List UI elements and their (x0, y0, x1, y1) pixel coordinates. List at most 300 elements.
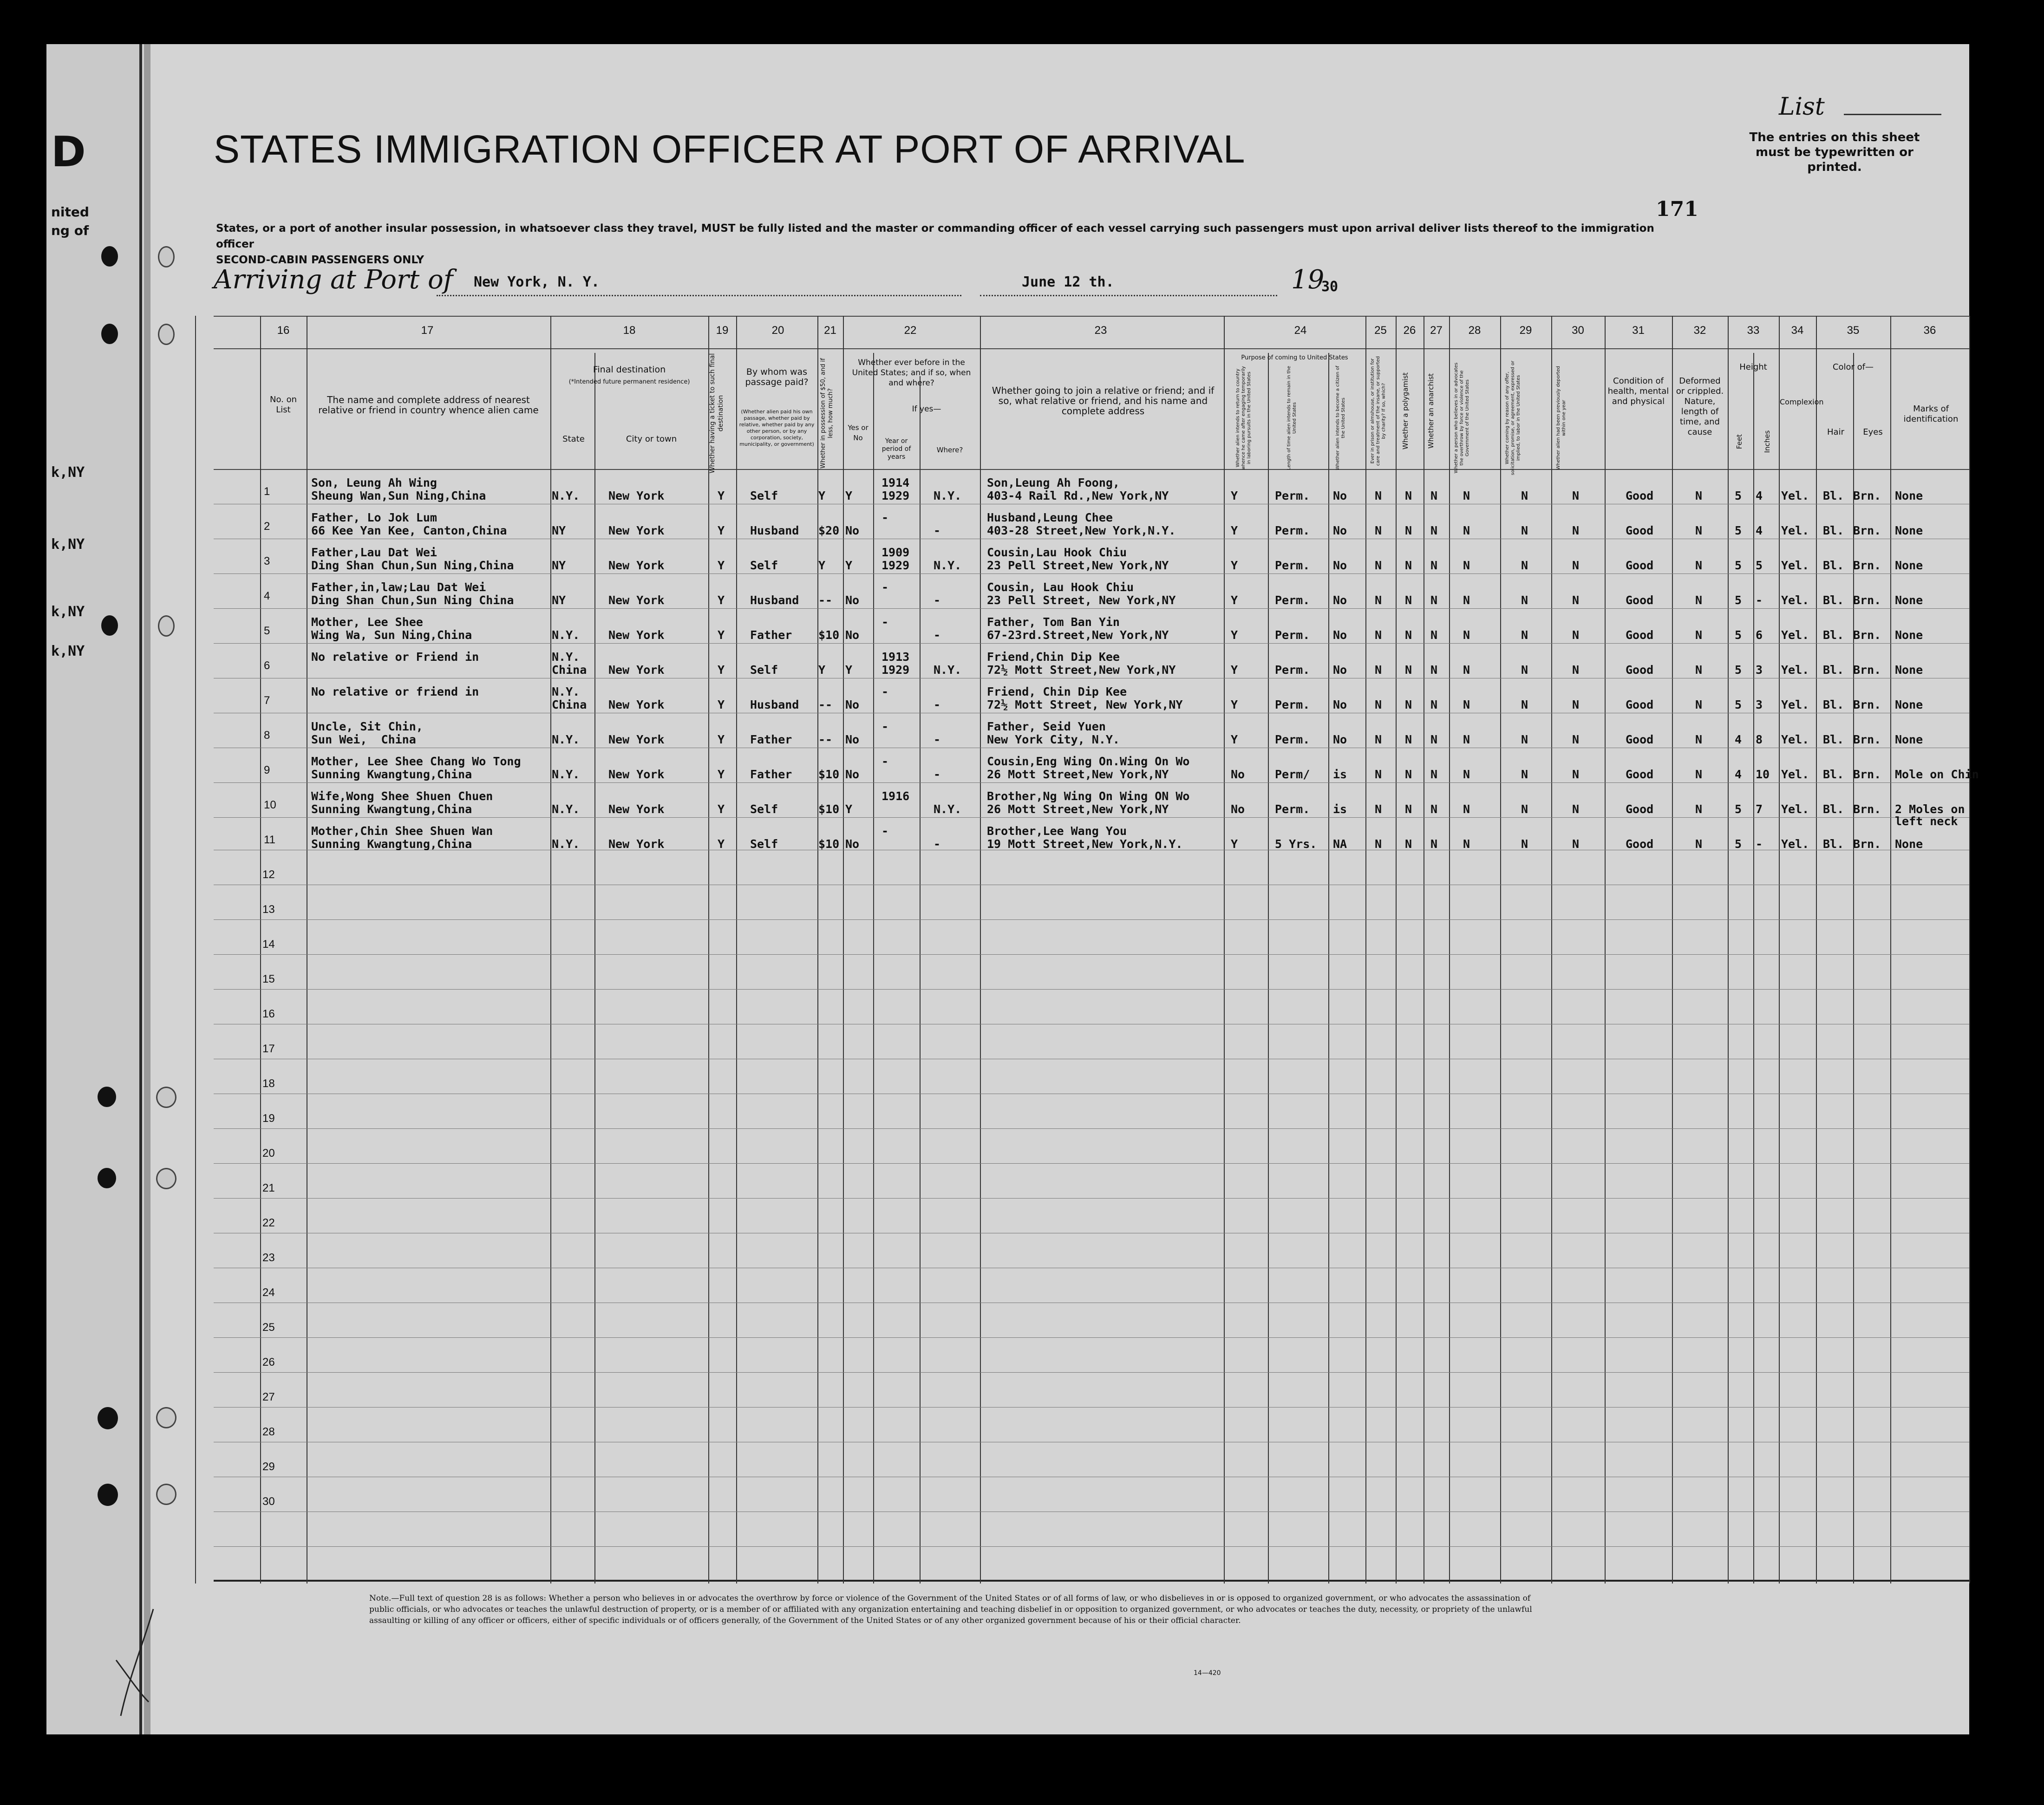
complexion-value: Yel. (1781, 768, 1809, 781)
header-q29: Whether coming by reason of any offer, solicitation, promise, or agreement, expressed or implied, to labor in the United States (1505, 360, 1521, 476)
punch-hole (158, 246, 175, 267)
deformed-value: N (1695, 559, 1703, 572)
list-number-line (1844, 114, 1941, 115)
ticket-value: Y (718, 802, 725, 816)
money-value: -- (818, 698, 833, 711)
money-value: Y (818, 559, 826, 572)
punch-hole (101, 324, 118, 344)
header-purpose-citizen: Whether alien intends to become a citizen of the United States (1335, 365, 1346, 470)
relative-line-1: Father, Lo Jok Lum (311, 511, 437, 524)
state-line-1: N.Y. (552, 685, 580, 698)
state-value: N.Y. (552, 489, 580, 502)
join-relative-line-2: 403-28 Street,New York,N.Y. (987, 524, 1176, 537)
height-inches-value: 7 (1756, 802, 1763, 816)
form-number: 14—420 (1194, 1669, 1221, 1677)
intends-return-value: Y (1231, 489, 1238, 502)
relative-line-2: Sunning Kwangtung,China (311, 768, 472, 781)
city-value: New York (608, 663, 665, 677)
relative-line-1: Father,in,law;Lau Dat Wei (311, 580, 486, 594)
list-label: List (1779, 93, 1825, 121)
punch-hole (101, 246, 118, 267)
ever-before-value: Y (845, 663, 853, 677)
row-number: 15 (262, 973, 275, 985)
row-number: 30 (262, 1495, 275, 1508)
relative-line-2: Sun Wei, China (311, 733, 416, 746)
header-money: Whether in possession of $50, and if less, how much? (820, 358, 834, 469)
city-value: New York (608, 837, 665, 851)
height-inches-value: 3 (1756, 663, 1763, 677)
sheet-number: 171 (1656, 197, 1698, 221)
height-feet-value: 4 (1735, 768, 1742, 781)
hair-value: Bl. (1823, 559, 1844, 572)
citizen-intent-value: is (1333, 768, 1347, 781)
punch-hole (98, 1168, 116, 1188)
row-rule (214, 1337, 1969, 1338)
rule (214, 469, 1969, 470)
height-inches-value: - (1756, 593, 1763, 607)
complexion-value: Yel. (1781, 559, 1809, 572)
col-rule (1969, 316, 1970, 1583)
join-relative-line-2: 26 Mott Street,New York,NY (987, 802, 1169, 816)
row-number: 27 (262, 1391, 275, 1403)
row-number: 5 (264, 625, 270, 637)
instructions (216, 221, 1679, 268)
eyes-value: Brn. (1853, 768, 1881, 781)
eyes-value: Brn. (1853, 489, 1881, 502)
join-relative-line-2: 67-23rd.Street,New York,NY (987, 628, 1169, 642)
col-30-value: N (1572, 593, 1580, 607)
left-page-letter: D (51, 128, 86, 176)
hair-value: Bl. (1823, 628, 1844, 642)
col-25-value: N (1375, 489, 1382, 502)
col-30-value: N (1572, 837, 1580, 851)
join-relative-line-1: Friend, Chin Dip Kee (987, 685, 1127, 698)
row-number: 10 (264, 799, 276, 811)
left-page-fragment (46, 44, 142, 1734)
join-relative-line-1: Father, Seid Yuen (987, 720, 1106, 733)
where-value: - (934, 837, 941, 851)
header-purpose-return: Whether alien intends to return to country whence he came after engaging temporarily in laboring pursuits in the United States (1235, 366, 1252, 470)
hair-value: Bl. (1823, 802, 1844, 816)
deformed-value: N (1695, 802, 1703, 816)
health-value: Good (1626, 663, 1654, 677)
state-line-1: N.Y. (552, 650, 580, 664)
where-value: - (934, 628, 941, 642)
height-inches-value: 4 (1756, 489, 1763, 502)
date-value: June 12 th. (1022, 274, 1114, 290)
state-value: N.Y. (552, 628, 580, 642)
punch-hole (158, 324, 175, 345)
header-eyes: Eyes (1863, 427, 1883, 437)
col-28-value: N (1463, 837, 1470, 851)
col-28-value: N (1463, 768, 1470, 781)
header-purpose: Purpose of coming to United States (1241, 354, 1348, 361)
years-line-2: 1929 (882, 559, 910, 572)
header-ever-before: Whether ever before in the United States; and if so, when and where? (852, 358, 971, 388)
height-inches-value: 10 (1756, 768, 1770, 781)
col-rule (980, 316, 981, 1583)
col-27-value: N (1430, 663, 1438, 677)
row-number: 2 (264, 520, 270, 533)
eyes-value: Brn. (1853, 663, 1881, 677)
col-25-value: N (1375, 559, 1382, 572)
row-number: 7 (264, 694, 270, 707)
health-value: Good (1626, 524, 1654, 537)
where-value: - (934, 524, 941, 537)
relative-line-1: Father,Lau Dat Wei (311, 546, 437, 559)
complexion-value: Yel. (1781, 837, 1809, 851)
col-rule (1779, 316, 1780, 1583)
row-rule (214, 919, 1969, 920)
marks-value: None (1895, 524, 1923, 537)
money-value: -- (818, 733, 833, 746)
height-inches-value: 5 (1756, 559, 1763, 572)
col-25-value: N (1375, 698, 1382, 711)
complexion-value: Yel. (1781, 524, 1809, 537)
col-number: 22 (904, 324, 917, 337)
col-30-value: N (1572, 524, 1580, 537)
city-value: New York (608, 593, 665, 607)
eyes-value: Brn. (1853, 559, 1881, 572)
join-relative-line-2: 23 Pell Street,New York,NY (987, 559, 1169, 572)
ticket-value: Y (718, 628, 725, 642)
ever-before-value: No (845, 698, 860, 711)
city-value: New York (608, 524, 665, 537)
row-number: 3 (264, 555, 270, 567)
col-25-value: N (1375, 628, 1382, 642)
passage-paid-value: Self (750, 663, 778, 677)
city-value: New York (608, 733, 665, 746)
row-rule (214, 573, 1969, 574)
row-number: 17 (262, 1043, 275, 1055)
col-29-value: N (1521, 559, 1528, 572)
col-rule (1396, 316, 1397, 1583)
col-29-value: N (1521, 768, 1528, 781)
col-28-value: N (1463, 628, 1470, 642)
col-29-value: N (1521, 593, 1528, 607)
col-rule (1268, 353, 1269, 1583)
where-value: N.Y. (934, 489, 962, 502)
join-relative-line-1: Friend,Chin Dip Kee (987, 650, 1120, 664)
ticket-value: Y (718, 733, 725, 746)
length-of-stay-value: Perm/ (1275, 768, 1310, 781)
years-line-1: - (882, 511, 889, 524)
intends-return-value: Y (1231, 559, 1238, 572)
complexion-value: Yel. (1781, 663, 1809, 677)
header-height: Height (1739, 362, 1767, 372)
relative-line-2: Ding Shan Chun,Sun Ning,China (311, 559, 514, 572)
passage-paid-value: Father (750, 628, 792, 642)
header-deformed: Deformed or crippled. Nature, length of time, and cause (1676, 376, 1724, 437)
join-relative-line-2: 72½ Mott Street, New York,NY (987, 698, 1183, 711)
city-value: New York (608, 802, 665, 816)
ticket-value: Y (718, 559, 725, 572)
header-passage-note: (Whether alien paid his own passage, whether paid by relative, whether paid by any other person, or by any corporation, society, municipality, or government) (739, 409, 815, 447)
col-rule (1753, 353, 1754, 1583)
passage-paid-value: Self (750, 489, 778, 502)
years-line-2: 1929 (882, 663, 910, 677)
citizen-intent-value: No (1333, 663, 1347, 677)
city-value: New York (608, 489, 665, 502)
join-relative-line-2: New York City, N.Y. (987, 733, 1120, 746)
passage-paid-value: Self (750, 559, 778, 572)
state-value: NY (552, 593, 566, 607)
col-30-value: N (1572, 628, 1580, 642)
col-30-value: N (1572, 559, 1580, 572)
row-number: 23 (262, 1251, 275, 1264)
col-number: 24 (1294, 324, 1307, 337)
row-number: 4 (264, 590, 270, 602)
col-28-value: N (1463, 698, 1470, 711)
header-prison: Ever in prison or almshouse, or institution for care and treatment of the insane, or supported by charity? If so, which? (1370, 356, 1386, 466)
ever-before-value: No (845, 593, 860, 607)
col-26-value: N (1405, 768, 1412, 781)
state-value: China (552, 698, 587, 711)
state-value: N.Y. (552, 802, 580, 816)
col-number: 25 (1374, 324, 1387, 337)
header-purpose-length: Length of time alien intends to remain in the United States (1286, 366, 1297, 470)
where-value: - (934, 698, 941, 711)
col-28-value: N (1463, 593, 1470, 607)
marks-value: None (1895, 593, 1923, 607)
second-cabin-label: SECOND-CABIN PASSENGERS ONLY (216, 254, 424, 266)
length-of-stay-value: Perm. (1275, 524, 1310, 537)
city-value: New York (608, 628, 665, 642)
left-page-text: ng of (51, 223, 89, 238)
money-value: $20 (818, 524, 840, 537)
col-number: 26 (1403, 324, 1416, 337)
money-value: Y (818, 489, 826, 502)
col-29-value: N (1521, 837, 1528, 851)
header-marks: Marks of identification (1903, 404, 1959, 424)
row-number: 8 (264, 729, 270, 742)
col-number: 29 (1519, 324, 1532, 337)
col-rule (843, 316, 844, 1583)
height-feet-value: 5 (1735, 663, 1742, 677)
col-27-value: N (1430, 559, 1438, 572)
row-number: 13 (262, 903, 275, 916)
header-final-destination: Final destination (593, 365, 666, 375)
col-number: 36 (1923, 324, 1936, 337)
col-rule (1672, 316, 1673, 1583)
row-number: 25 (262, 1321, 275, 1334)
col-26-value: N (1405, 559, 1412, 572)
punch-hole (101, 615, 118, 636)
intends-return-value: Y (1231, 837, 1238, 851)
header-years: Year or period of years (882, 437, 911, 461)
col-30-value: N (1572, 802, 1580, 816)
length-of-stay-value: Perm. (1275, 698, 1310, 711)
join-relative-line-1: Husband,Leung Chee (987, 511, 1113, 524)
height-feet-value: 5 (1735, 559, 1742, 572)
col-27-value: N (1430, 733, 1438, 746)
header-nearest-relative: The name and complete address of nearest relative or friend in country whence alien came (318, 394, 539, 416)
col-number: 34 (1791, 324, 1804, 337)
ever-before-value: No (845, 837, 860, 851)
length-of-stay-value: 5 Yrs. (1275, 837, 1317, 851)
where-value: N.Y. (934, 663, 962, 677)
col-rule (1551, 316, 1552, 1583)
intends-return-value: Y (1231, 524, 1238, 537)
col-number: 30 (1572, 324, 1584, 337)
col-number: 35 (1847, 324, 1860, 337)
length-of-stay-value: Perm. (1275, 663, 1310, 677)
col-number: 21 (824, 324, 836, 337)
col-25-value: N (1375, 524, 1382, 537)
join-relative-line-2: 26 Mott Street,New York,NY (987, 768, 1169, 781)
col-28-value: N (1463, 524, 1470, 537)
join-relative-line-1: Son,Leung Ah Foong, (987, 476, 1120, 489)
col-rule (1449, 316, 1450, 1583)
col-27-value: N (1430, 837, 1438, 851)
join-relative-line-2: 23 Pell Street, New York,NY (987, 593, 1176, 607)
col-number: 27 (1430, 324, 1443, 337)
ticket-value: Y (718, 489, 725, 502)
header-anarchist: Whether an anarchist (1427, 373, 1435, 449)
row-number: 26 (262, 1356, 275, 1368)
row-number: 11 (264, 834, 275, 846)
col-rule (1890, 316, 1891, 1583)
citizen-intent-value: No (1333, 524, 1347, 537)
header-complexion: Complexion (1780, 397, 1824, 406)
col-29-value: N (1521, 524, 1528, 537)
eyes-value: Brn. (1853, 698, 1881, 711)
hair-value: Bl. (1823, 489, 1844, 502)
col-27-value: N (1430, 524, 1438, 537)
col-rule (260, 316, 261, 1583)
col-25-value: N (1375, 593, 1382, 607)
complexion-value: Yel. (1781, 733, 1809, 746)
join-relative-line-2: 19 Mott Street,New York,N.Y. (987, 837, 1183, 851)
row-rule (214, 608, 1969, 609)
ticket-value: Y (718, 768, 725, 781)
deformed-value: N (1695, 698, 1703, 711)
relative-line-1: Mother, Lee Shee Chang Wo Tong (311, 755, 521, 768)
left-page-text: k,NY (51, 643, 85, 659)
punch-hole (98, 1087, 116, 1107)
state-value: NY (552, 559, 566, 572)
ever-before-value: Y (845, 802, 853, 816)
join-relative-line-1: Brother,Ng Wing On Wing ON Wo (987, 789, 1190, 803)
left-page-text: k,NY (51, 464, 85, 481)
year-prefix: 19 (1291, 265, 1325, 295)
years-line-1: - (882, 755, 889, 768)
col-29-value: N (1521, 733, 1528, 746)
col-25-value: N (1375, 802, 1382, 816)
punch-hole (98, 1407, 118, 1429)
col-27-value: N (1430, 489, 1438, 502)
col-29-value: N (1521, 489, 1528, 502)
relative-line-1: No relative or Friend in (311, 650, 479, 664)
hair-value: Bl. (1823, 768, 1844, 781)
citizen-intent-value: No (1333, 489, 1347, 502)
hair-value: Bl. (1823, 593, 1844, 607)
header-condition: Condition of health, mental and physical (1607, 376, 1669, 406)
eyes-value: Brn. (1853, 733, 1881, 746)
intends-return-value: Y (1231, 628, 1238, 642)
health-value: Good (1626, 593, 1654, 607)
citizen-intent-value: No (1333, 628, 1347, 642)
left-page-text: nited (51, 204, 89, 220)
col-rule (1328, 353, 1329, 1583)
col-29-value: N (1521, 663, 1528, 677)
ticket-value: Y (718, 698, 725, 711)
years-line-1: 1916 (882, 789, 910, 803)
footnote-q28: Note.—Full text of question 28 is as follows: Whether a person who believes in or advocates the overthrow by force or violence of the Government of the United States or of all forms of law, or who disbelieves in or is opposed to organized government, or who advocates the assassination of public officials, or who advocates or teaches the unlawful destruction of property, or is a member of or affiliated with any organization entertaining and teaching disbelief in or opposition to organized government, or who advocates or teaches the duty, necessity, or propriety of the unlawful assaulting or killing of any officer or officers, either of specific individuals or of officers generally, of the Government of the United States or of any other organized government because of his or their official character. (369, 1594, 1532, 1625)
row-number: 24 (262, 1286, 275, 1299)
col-30-value: N (1572, 733, 1580, 746)
state-value: N.Y. (552, 733, 580, 746)
complexion-value: Yel. (1781, 628, 1809, 642)
row-number: 16 (262, 1008, 275, 1020)
header-state: State (562, 434, 585, 444)
eyes-value: Brn. (1853, 837, 1881, 851)
col-number: 16 (277, 324, 290, 337)
ever-before-value: Y (845, 489, 853, 502)
row-number: 22 (262, 1217, 275, 1229)
row-number: 20 (262, 1147, 275, 1160)
col-30-value: N (1572, 698, 1580, 711)
deformed-value: N (1695, 489, 1703, 502)
hair-value: Bl. (1823, 663, 1844, 677)
deformed-value: N (1695, 733, 1703, 746)
intends-return-value: No (1231, 802, 1245, 816)
length-of-stay-value: Perm. (1275, 593, 1310, 607)
years-line-1: - (882, 685, 889, 698)
header-polygamist: Whether a polygamist (1401, 372, 1410, 450)
citizen-intent-value: No (1333, 593, 1347, 607)
header-color-of: Color of— (1832, 362, 1874, 372)
col-rule (1365, 316, 1366, 1583)
relative-line-2: Ding Shan Chun,Sun Ning China (311, 593, 514, 607)
col-number: 31 (1632, 324, 1645, 337)
ticket-value: Y (718, 524, 725, 537)
col-rule (550, 316, 551, 1583)
col-29-value: N (1521, 628, 1528, 642)
years-line-1: 1914 (882, 476, 910, 489)
pencil-mark (111, 1604, 186, 1725)
length-of-stay-value: Perm. (1275, 628, 1310, 642)
height-feet-value: 5 (1735, 593, 1742, 607)
join-relative-line-1: Cousin,Eng Wing On.Wing On Wo (987, 755, 1190, 768)
passage-paid-value: Father (750, 768, 792, 781)
complexion-value: Yel. (1781, 802, 1809, 816)
header-hair: Hair (1827, 427, 1844, 437)
col-27-value: N (1430, 802, 1438, 816)
height-feet-value: 5 (1735, 698, 1742, 711)
col-25-value: N (1375, 663, 1382, 677)
money-value: Y (818, 663, 826, 677)
intends-return-value: Y (1231, 663, 1238, 677)
relative-line-1: Mother,Chin Shee Shuen Wan (311, 824, 493, 838)
intends-return-value: Y (1231, 698, 1238, 711)
col-26-value: N (1405, 593, 1412, 607)
col-29-value: N (1521, 802, 1528, 816)
state-value: China (552, 663, 587, 677)
col-28-value: N (1463, 559, 1470, 572)
col-rule (920, 376, 921, 1583)
col-rule (873, 353, 874, 1583)
col-number: 32 (1693, 324, 1706, 337)
city-value: New York (608, 768, 665, 781)
relative-line-1: Wife,Wong Shee Shuen Chuen (311, 789, 493, 803)
relative-line-2: 66 Kee Yan Kee, Canton,China (311, 524, 507, 537)
complexion-value: Yel. (1781, 489, 1809, 502)
col-30-value: N (1572, 489, 1580, 502)
hair-value: Bl. (1823, 733, 1844, 746)
port-value: New York, N. Y. (474, 274, 600, 290)
state-value: NY (552, 524, 566, 537)
